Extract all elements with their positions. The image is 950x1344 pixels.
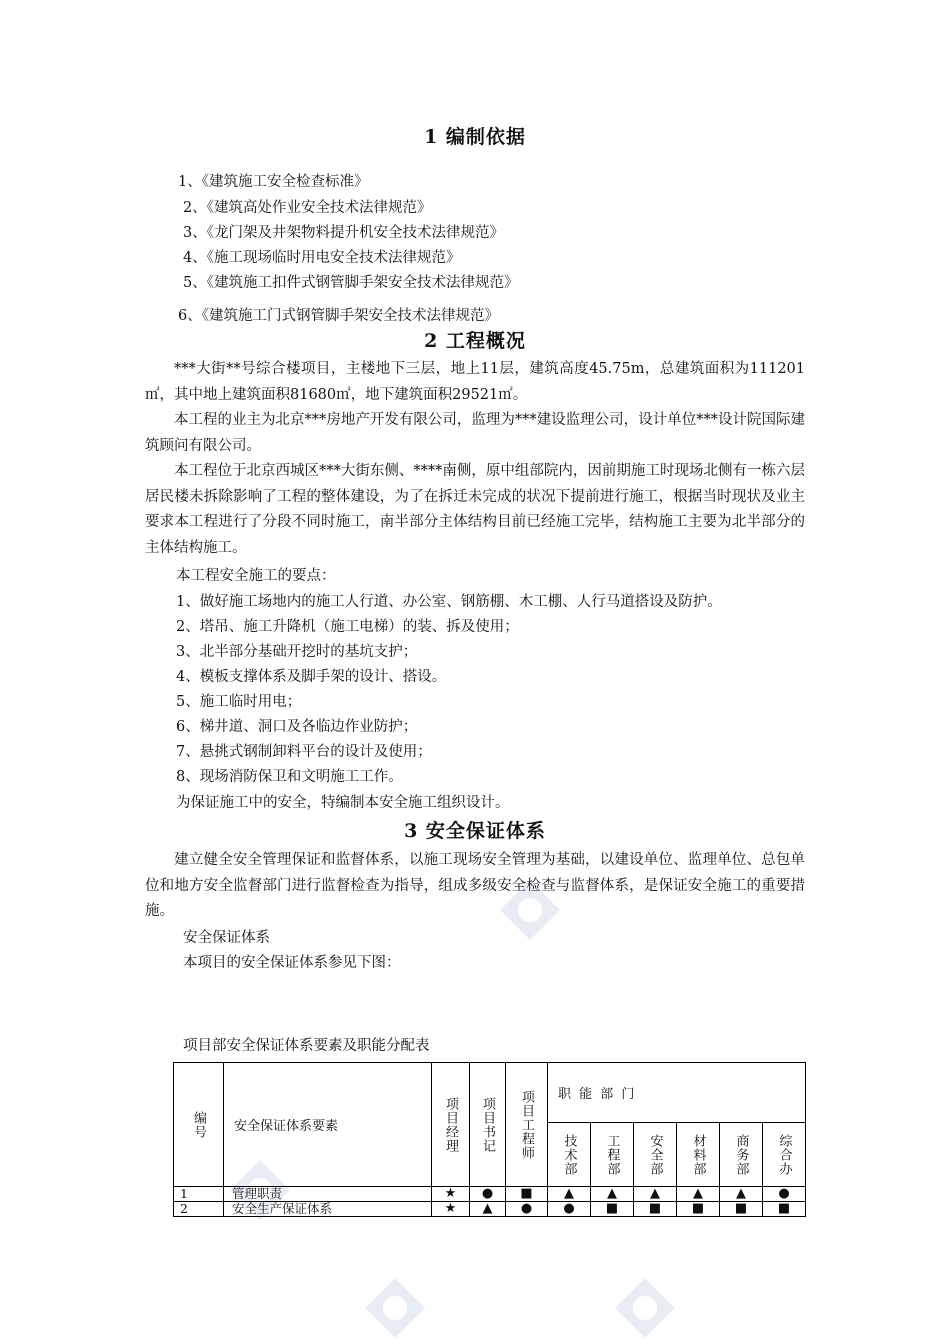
safety-point: 2、塔吊、施工升降机（施工电梯）的装、拆及使用；: [176, 619, 519, 635]
row-element: 管理职责: [224, 1187, 432, 1202]
section2-title: 2 工程概况: [424, 330, 526, 352]
row-mark: ★: [432, 1202, 470, 1217]
row-mark: ■: [591, 1202, 634, 1217]
header-dept-safety: 安全部: [634, 1123, 677, 1187]
row-mark: ●: [548, 1202, 591, 1217]
row-mark: ▲: [470, 1202, 506, 1217]
safety-point: 3、北半部分基础开挖时的基坑支护；: [176, 644, 418, 660]
header-dept-general: 综合办: [763, 1123, 806, 1187]
table-row: [174, 1187, 806, 1202]
table-row: [174, 1202, 806, 1217]
safety-point: 8、现场消防保卫和文明施工工作。: [176, 769, 403, 785]
row-mark: ▲: [677, 1187, 720, 1202]
watermark-icon: [615, 1278, 675, 1338]
row-element: 安全生产保证体系: [224, 1202, 432, 1217]
header-project-engineer: 项目工程师: [506, 1063, 548, 1187]
row-mark: ■: [720, 1202, 763, 1217]
header-project-manager: 项目经理: [432, 1063, 470, 1187]
reference-line: 本项目的安全保证体系参见下图：: [183, 955, 401, 971]
safety-point: 7、悬挑式钢制卸料平台的设计及使用；: [176, 744, 432, 760]
location-paragraph: 本工程位于北京西城区***大街东侧、****南侧，原中组部院内，因前期施工时现场北侧有一栋六层居民楼未拆除影响了工程的整体建设，为了在拆迁未完成的状况下提前进行施工，根据当时现状及业主要求本工程进行了分段不同时施工，南半部分主体结构目前已经施工完毕，结构施工主要为北半部分的主体结构施工。: [145, 463, 805, 556]
header-departments: 职 能 部 门: [548, 1063, 806, 1123]
row-mark: ▲: [591, 1187, 634, 1202]
header-dept-materials: 材料部: [677, 1123, 720, 1187]
row-mark: ★: [432, 1187, 470, 1202]
row-mark: ▲: [720, 1187, 763, 1202]
row-mark: ■: [634, 1202, 677, 1217]
header-dept-engineering: 工程部: [591, 1123, 634, 1187]
row-mark: ●: [470, 1187, 506, 1202]
safety-point: 4、模板支撑体系及脚手架的设计、搭设。: [176, 669, 447, 685]
owner-paragraph: 本工程的业主为北京***房地产开发有限公司，监理为***建设监理公司，设计单位***设计院国际建筑顾问有限公司。: [145, 412, 805, 454]
safety-point: 1、做好施工场地内的施工人行道、办公室、钢筋棚、木工棚、人行马道搭设及防护。: [176, 594, 722, 610]
row-mark: ▲: [548, 1187, 591, 1202]
safety-point: 6、梯井道、洞口及各临边作业防护；: [176, 719, 418, 735]
header-dept-commerce: 商务部: [720, 1123, 763, 1187]
points-intro: 本工程安全施工的要点：: [176, 568, 336, 584]
function-table: [173, 1062, 806, 1217]
row-mark: ●: [763, 1187, 806, 1202]
header-number: 编号: [174, 1063, 224, 1187]
header-element: 安全保证体系要素: [224, 1063, 432, 1187]
overview-paragraph: ***大街**号综合楼项目，主楼地下三层，地上11层，建筑高度45.75m，总建筑面积为111201㎡，其中地上建筑面积81680㎡，地下建筑面积29521㎡。: [145, 361, 805, 403]
table-caption: 项目部安全保证体系要素及职能分配表: [183, 1038, 430, 1054]
section1-title: 1 编制依据: [424, 126, 526, 148]
basis-item: 2、《建筑高处作业安全技术法律规范》: [183, 200, 432, 216]
basis-item: 3、《龙门架及井架物料提升机安全技术法律规范》: [183, 225, 504, 241]
basis-item: 4、《施工现场临时用电安全技术法律规范》: [183, 250, 461, 266]
row-number: 1: [174, 1187, 224, 1202]
row-mark: ●: [506, 1202, 548, 1217]
row-mark: ■: [506, 1187, 548, 1202]
header-project-secretary: 项目书记: [470, 1063, 506, 1187]
header-dept-tech: 技术部: [548, 1123, 591, 1187]
section3-title: 3 安全保证体系: [404, 820, 546, 842]
basis-item: 6、《建筑施工门式钢管脚手架安全技术法律规范》: [178, 308, 499, 324]
row-mark: ■: [677, 1202, 720, 1217]
subheading: 安全保证体系: [183, 930, 270, 946]
row-mark: ▲: [634, 1187, 677, 1202]
closing-line: 为保证施工中的安全，特编制本安全施工组织设计。: [176, 795, 510, 811]
safety-point: 5、施工临时用电；: [176, 694, 302, 710]
basis-item: 5、《建筑施工扣件式钢管脚手架安全技术法律规范》: [183, 275, 519, 291]
basis-item: 1、《建筑施工安全检查标准》: [178, 174, 369, 190]
watermark-icon: [365, 1278, 425, 1338]
row-number: 2: [174, 1202, 224, 1217]
system-paragraph: 建立健全安全管理保证和监督体系，以施工现场安全管理为基础，以建设单位、监理单位、总包单位和地方安全监督部门进行监督检查为指导，组成多级安全检查与监督体系，是保证安全施工的重要措施。: [145, 852, 805, 919]
row-mark: ■: [763, 1202, 806, 1217]
